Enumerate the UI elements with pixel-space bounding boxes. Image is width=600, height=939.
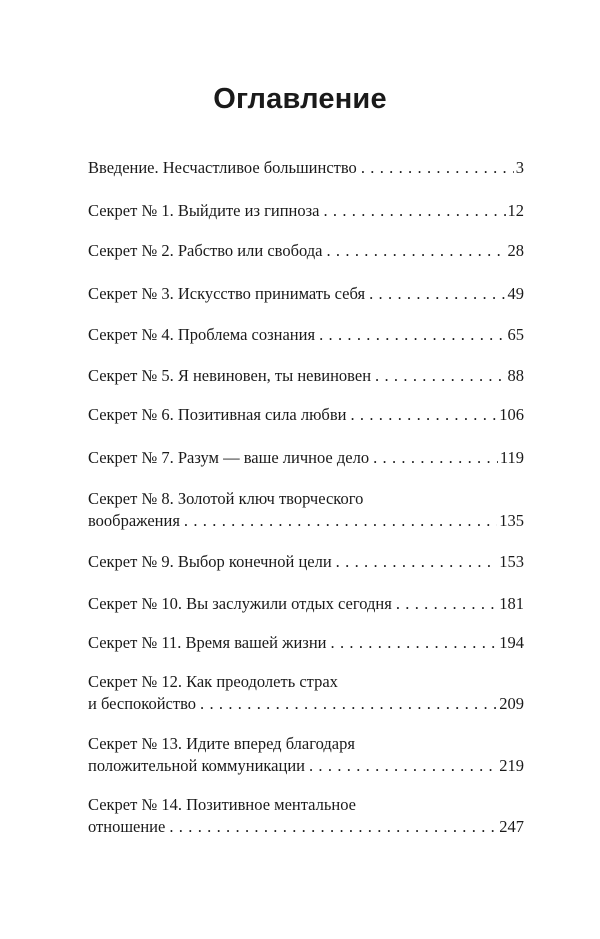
toc-entry-line [88,200,524,222]
toc-entry [88,283,524,305]
toc-entry-line [88,404,524,426]
toc-entry [88,447,524,469]
toc-page-number: 49 [507,284,524,303]
dot-leader [323,200,505,222]
toc-entry [88,200,524,222]
dot-leader [375,365,505,387]
toc-entry-title-line: Секрет № 8. Золотой ключ творческого [88,489,364,508]
dot-leader [350,404,497,426]
toc-entry-title: Секрет № 9. Выбор конечной цели [88,552,332,571]
toc-entry-line [88,632,524,654]
toc-entry-title: Секрет № 5. Я невиновен, ты невиновен [88,366,372,385]
toc-entry-title: воображения [88,511,180,530]
toc-entry [88,488,524,532]
toc-page-number: 3 [515,158,524,177]
toc-page-number: 12 [507,201,524,220]
toc-entry-title: Введение. Несчастливое большинство [88,158,357,177]
toc-entry-title-line: Секрет № 13. Идите вперед благодаря [88,734,355,753]
dot-leader [309,755,497,777]
toc-entry [88,794,524,838]
toc-entry-line [88,593,524,615]
dot-leader [326,240,505,262]
toc-entry-title: Секрет № 3. Искусство принимать себя [88,284,366,303]
toc-page-number: 119 [499,448,524,467]
toc-entry [88,632,524,654]
dot-leader [336,551,498,573]
toc-page-number: 209 [499,694,524,713]
toc-entry-line [88,693,524,715]
toc-page-number: 247 [499,817,524,836]
toc-entry [88,157,524,179]
toc-entry-line [88,816,524,838]
dot-leader [169,816,497,838]
toc-entry-line [88,510,524,532]
toc-page-number: 28 [507,241,524,260]
toc-entry [88,240,524,262]
toc-entry [88,551,524,573]
toc-entry-line [88,365,524,387]
toc-page-number: 106 [499,405,524,424]
toc-entry-title: Секрет № 10. Вы заслужили отдых сегодня [88,594,392,613]
toc-entry-title: Секрет № 2. Рабство или свобода [88,241,323,260]
toc-page-number: 88 [507,366,524,385]
dot-leader [396,593,497,615]
toc-page-number: 135 [499,511,524,530]
toc-entry-line [88,283,524,305]
dot-leader [319,324,505,346]
dot-leader [331,632,498,654]
toc-entry-title-line: Секрет № 14. Позитивное ментальное [88,795,356,814]
toc-entry [88,593,524,615]
toc-page-number: 153 [499,552,524,571]
toc-page-number: 65 [507,325,524,344]
toc-entry [88,365,524,387]
toc-entry-title: и беспокойство [88,694,196,713]
toc-entry-title: Секрет № 6. Позитивная сила любви [88,405,347,424]
toc-entry-line [88,157,524,179]
toc-entry-line [88,240,524,262]
toc-entry [88,324,524,346]
toc-entry-line [88,551,524,573]
toc-entry-line [88,324,524,346]
dot-leader [373,447,498,469]
dot-leader [369,283,505,305]
toc-entry-title-line: Секрет № 12. Как преодолеть страх [88,672,338,691]
toc-entry-title: Секрет № 11. Время вашей жизни [88,633,327,652]
toc-page-number: 219 [499,756,524,775]
toc-entry-line [88,447,524,469]
toc-entry-title: положительной коммуникации [88,756,305,775]
toc-page-number: 181 [499,594,524,613]
toc-entry-line [88,755,524,777]
dot-leader [361,157,514,179]
toc-entry-title: отношение [88,817,166,836]
toc-entry-title: Секрет № 7. Разум — ваше личное дело [88,448,370,467]
toc-page-number: 194 [499,633,524,652]
toc-entry [88,404,524,426]
toc-entry-title: Секрет № 4. Проблема сознания [88,325,316,344]
dot-leader [184,510,497,532]
toc-entry [88,733,524,777]
toc-entry-title: Секрет № 1. Выйдите из гипноза [88,201,320,220]
dot-leader [200,693,497,715]
page-title: Оглавление [213,83,387,115]
toc-entry [88,671,524,715]
